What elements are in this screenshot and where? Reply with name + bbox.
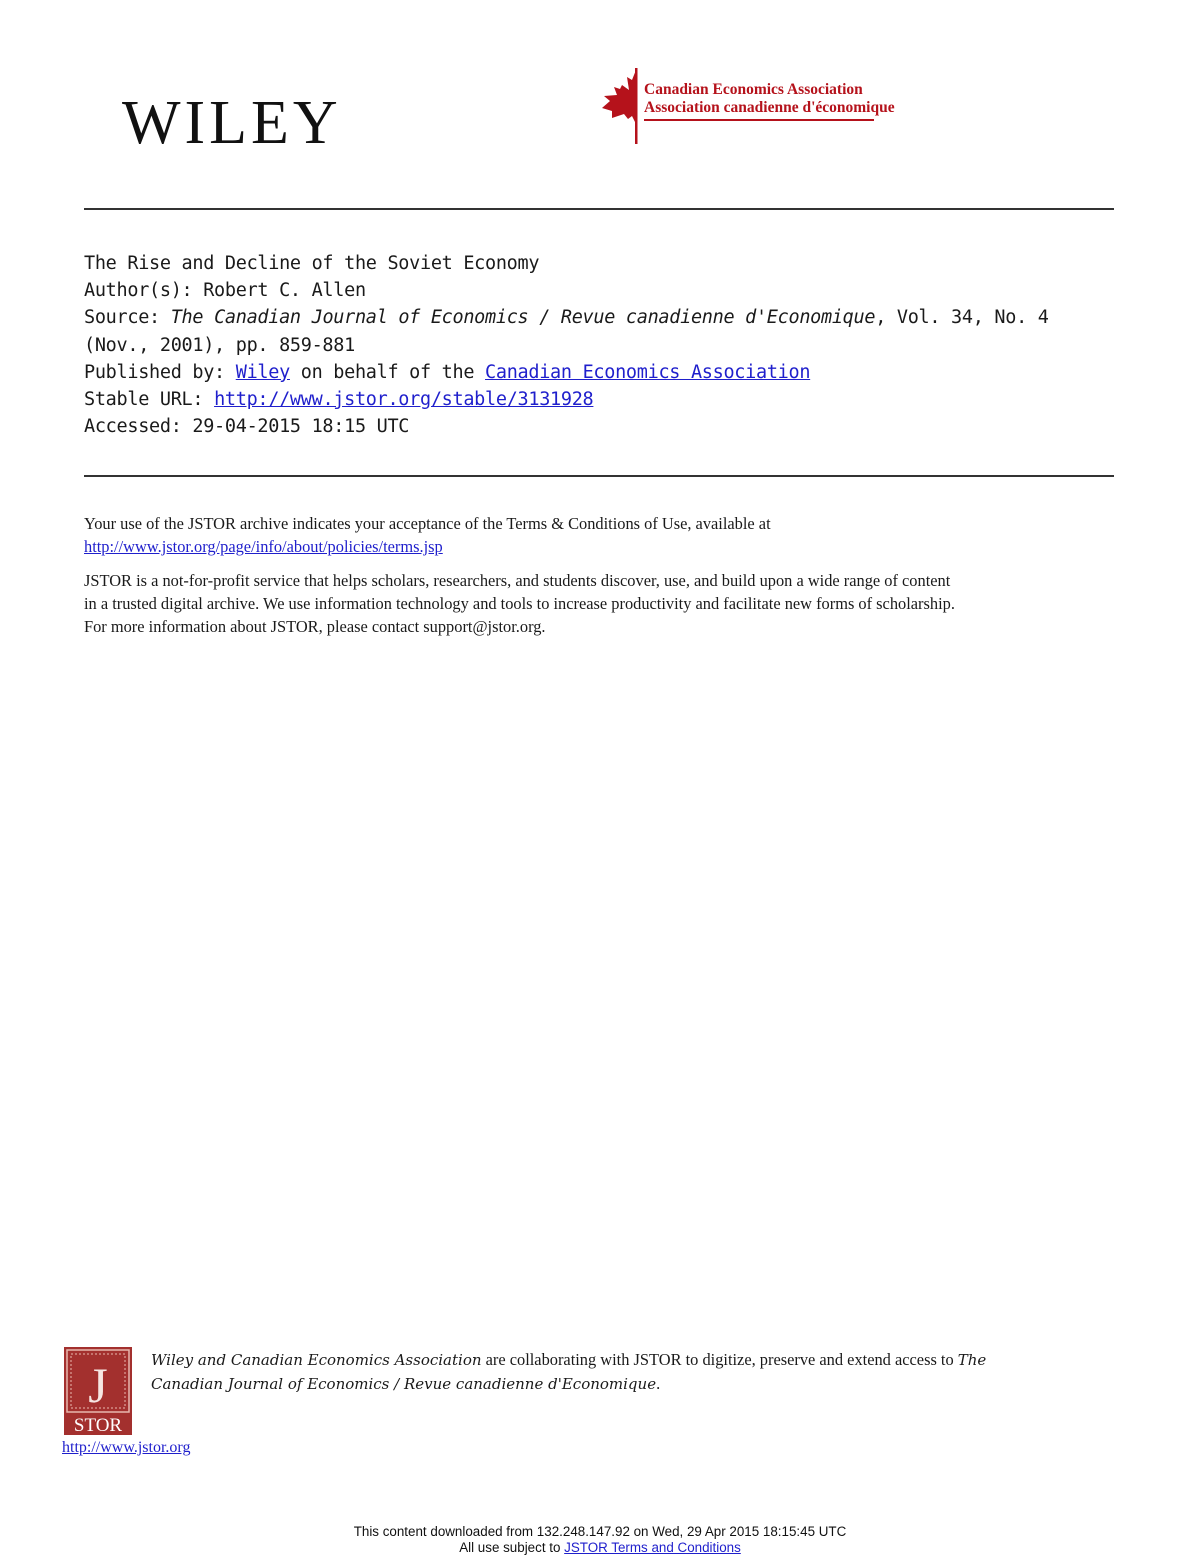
top-divider [84,208,1114,210]
published-line [84,359,1114,386]
article-title: The Rise and Decline of the Soviet Economy [84,253,540,274]
published-label: Published by: [84,361,236,383]
cea-name [644,81,895,117]
author-line [84,277,1114,304]
terms-conditions-link[interactable]: JSTOR Terms and Conditions [564,1540,741,1555]
source-line-2: (Nov., 2001), pp. 859-881 [84,334,355,356]
use-subject-text: All use subject to [459,1540,565,1555]
citation-block [84,250,1114,440]
author-label: Author(s): [84,280,204,302]
jstor-logo-text: STOR [73,1415,123,1435]
accessed-line: Accessed: 29-04-2015 18:15 UTC [84,416,410,438]
publisher-link[interactable]: Wiley [235,361,290,383]
source-label: Source: [84,307,171,329]
wiley-logo: WILEY [122,89,342,157]
jstor-home-link[interactable]: http://www.jstor.org [62,1439,191,1456]
source-line [84,304,1114,331]
collab-end: . [656,1374,661,1393]
terms-url-link[interactable]: http://www.jstor.org/page/info/about/policies/terms.jsp [84,537,443,556]
collab-journal: Canadian Journal of Economics / Revue canadienne d'Economique [151,1375,657,1393]
jstor-logo-icon [64,1347,132,1435]
journal-name: The Canadian Journal of Economics / Revue canadienne d'Economique [170,307,876,329]
cea-logo [598,64,898,148]
stable-url-line [84,386,1114,413]
jstor-description-3: For more information about JSTOR, please contact support@jstor.org. [84,617,546,636]
terms-block [84,512,1124,638]
collab-the: The [957,1351,987,1369]
source-volume: , Vol. 34, No. 4 [875,307,1049,329]
svg-text:J: J [88,1357,108,1413]
jstor-description-1: JSTOR is a not-for-profit service that helps scholars, researchers, and students discover, use, and build upon a wide range of content [84,571,951,590]
collaboration-notice [151,1348,1111,1396]
on-behalf-text: on behalf of the [289,361,486,383]
download-notice [0,1524,1200,1556]
collab-text: are collaborating with JSTOR to digitize, preserve and extend access to [481,1350,958,1369]
cea-name-fr: Association canadienne d'économique [644,99,895,116]
stable-url-link[interactable]: http://www.jstor.org/stable/3131928 [214,389,594,411]
author-name: Robert C. Allen [203,280,366,302]
jstor-description-2: in a trusted digital archive. We use information technology and tools to increase productivity and facilitate new forms of scholarship. [84,594,955,613]
maple-leaf-icon [598,64,644,146]
cea-name-en: Canadian Economics Association [644,81,863,98]
download-line: This content downloaded from 132.248.147.92 on Wed, 29 Apr 2015 18:15:45 UTC [353,1524,847,1539]
association-link[interactable]: Canadian Economics Association [485,361,811,383]
cea-underline [644,119,874,121]
collab-partners: Wiley and Canadian Economics Association [151,1351,482,1369]
stable-url-label: Stable URL: [84,389,215,411]
use-subject-line [0,1540,1200,1556]
bottom-divider [84,475,1114,477]
terms-intro: Your use of the JSTOR archive indicates your acceptance of the Terms & Conditions of Use, available at [84,514,771,533]
